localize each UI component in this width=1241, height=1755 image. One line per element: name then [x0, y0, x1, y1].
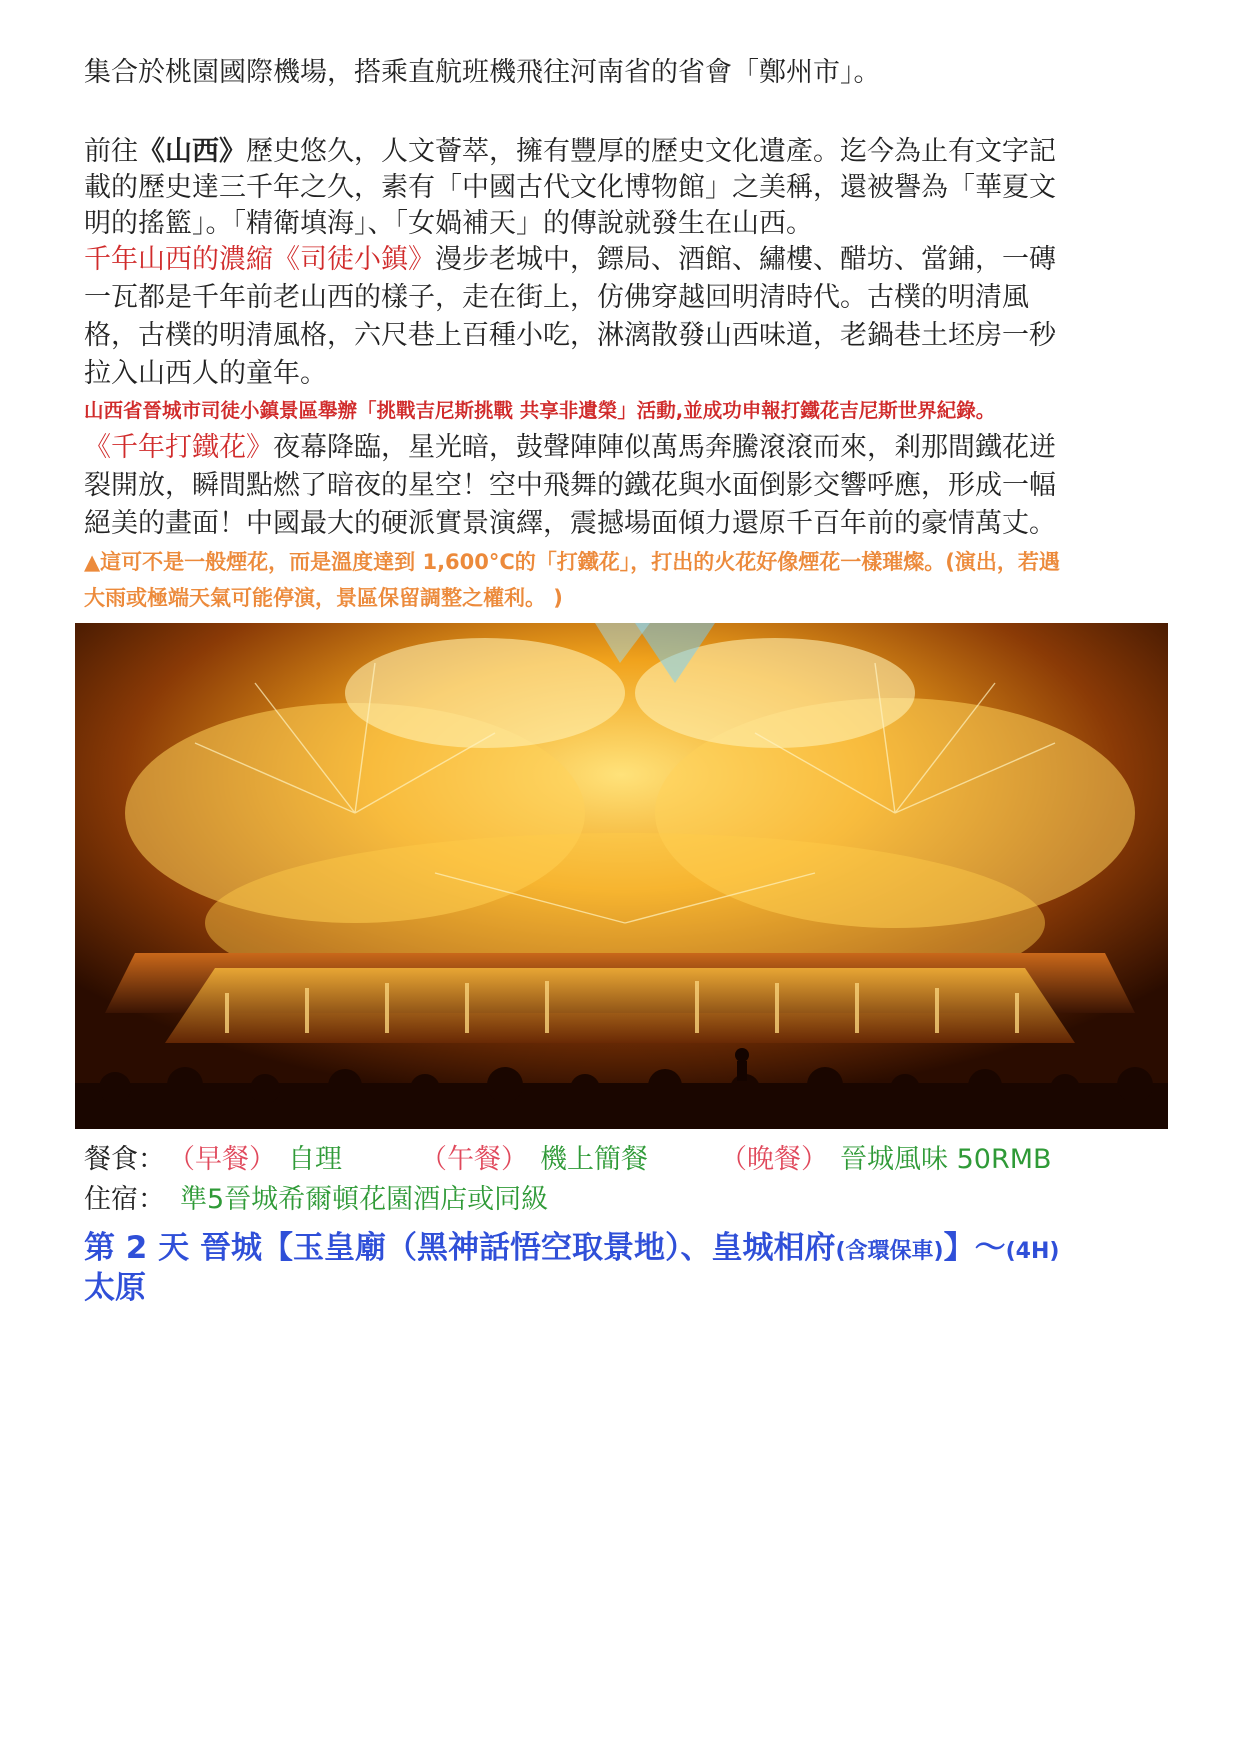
- dahuahua-line-2: [84, 468, 1056, 504]
- stay-label: 住宿：: [84, 1184, 165, 1215]
- situ-line-3: [84, 318, 1056, 354]
- shanxi-line-2: [84, 170, 1056, 206]
- shanxi-prefix: 前往: [84, 136, 138, 167]
- breakfast-value: 自理: [288, 1144, 342, 1175]
- performer-silhouette: [735, 1048, 749, 1081]
- dinner-tag: （晚餐）: [720, 1144, 828, 1175]
- accommodation-row: [0, 1180, 1241, 1220]
- shanxi-name: 《山西》: [138, 136, 246, 167]
- lunch-tag: （午餐）: [420, 1144, 528, 1175]
- meals-label: 餐食：: [84, 1144, 165, 1175]
- day2-destination: 太原: [84, 1270, 146, 1306]
- day2-title-end: 】～: [943, 1230, 1006, 1266]
- situ-text: 拉入山西人的童年。: [84, 358, 327, 389]
- dahuahua-line-3: [84, 506, 1056, 542]
- dahuahua-line-1: [84, 430, 1056, 466]
- iron-flower-photo: [75, 623, 1168, 1129]
- situ-text: 一瓦都是千年前老山西的樣子，走在街上，仿佛穿越回明清時代。古樸的明清風: [84, 282, 1029, 313]
- shanxi-text: 明的搖籃」。「精衛填海」、「女媧補天」的傳說就發生在山西。: [84, 208, 813, 239]
- hotel-name: 準5晉城希爾頓花園酒店或同級: [180, 1184, 549, 1215]
- situ-text: 漫步老城中，鏢局、酒館、繡樓、醋坊、當鋪，一磚: [435, 244, 1056, 275]
- day2-title-main: 第 2 天 晉城【玉皇廟（黑神話悟空取景地）、皇城相府: [84, 1230, 836, 1266]
- situ-highlight: 千年山西的濃縮《司徒小鎮》: [84, 244, 435, 275]
- shanxi-line-3: [84, 206, 813, 242]
- meals-row: [0, 1140, 1241, 1180]
- intro-line: [84, 55, 881, 91]
- dahuahua-text: 夜幕降臨，星光暗，鼓聲陣陣似萬馬奔騰滾滾而來，剎那間鐵花迸: [273, 432, 1056, 463]
- lunch-value: 機上簡餐: [540, 1144, 648, 1175]
- fireworks-note-line-1: ▲這可不是一般煙花，而是溫度達到 1,600°C的「打鐵花」，打出的火花好像煙花一樣璀燦。(演出，若遇: [84, 550, 1060, 574]
- situ-line-4: [84, 356, 327, 392]
- day2-title: [84, 1228, 1059, 1272]
- situ-text: 格，古樸的明清風格，六尺巷上百種小吃，淋漓散發山西味道，老鍋巷土坯房一秒: [84, 320, 1056, 351]
- guinness-announcement: 山西省晉城市司徒小鎮景區舉辦「挑戰吉尼斯挑戰 共享非遺榮」活動,並成功申報打鐵花吉尼斯世界紀錄。: [84, 399, 996, 422]
- dahuahua-text: 絕美的畫面！中國最大的硬派實景演繹，震撼場面傾力還原千百年前的豪情萬丈。: [84, 508, 1056, 539]
- fireworks-note-line-2: 大雨或極端天氣可能停演，景區保留調整之權利。 ): [84, 586, 563, 610]
- breakfast-tag: （早餐）: [168, 1144, 276, 1175]
- dahuahua-highlight: 《千年打鐵花》: [84, 432, 273, 463]
- situ-line-1: [84, 242, 1056, 278]
- intro-text: 集合於桃園國際機場，搭乘直航班機飛往河南省的省會「鄭州市」。: [84, 57, 881, 88]
- shanxi-text: 歷史悠久，人文薈萃，擁有豐厚的歷史文化遺產。迄今為止有文字記: [246, 136, 1056, 167]
- day2-duration: (4H): [1005, 1239, 1060, 1264]
- iron-flower-illustration: [75, 623, 1168, 1129]
- shanxi-text: 載的歷史達三千年之久，素有「中國古代文化博物館」之美稱，還被譽為「華夏文: [84, 172, 1056, 203]
- day2-title-note: (含環保車): [835, 1239, 944, 1264]
- dinner-value: 晉城風味 50RMB: [840, 1144, 1052, 1175]
- dahuahua-text: 裂開放，瞬間點燃了暗夜的星空！空中飛舞的鐵花與水面倒影交響呼應，形成一幅: [84, 470, 1056, 501]
- shanxi-line-1: [84, 134, 1056, 170]
- situ-line-2: [84, 280, 1029, 316]
